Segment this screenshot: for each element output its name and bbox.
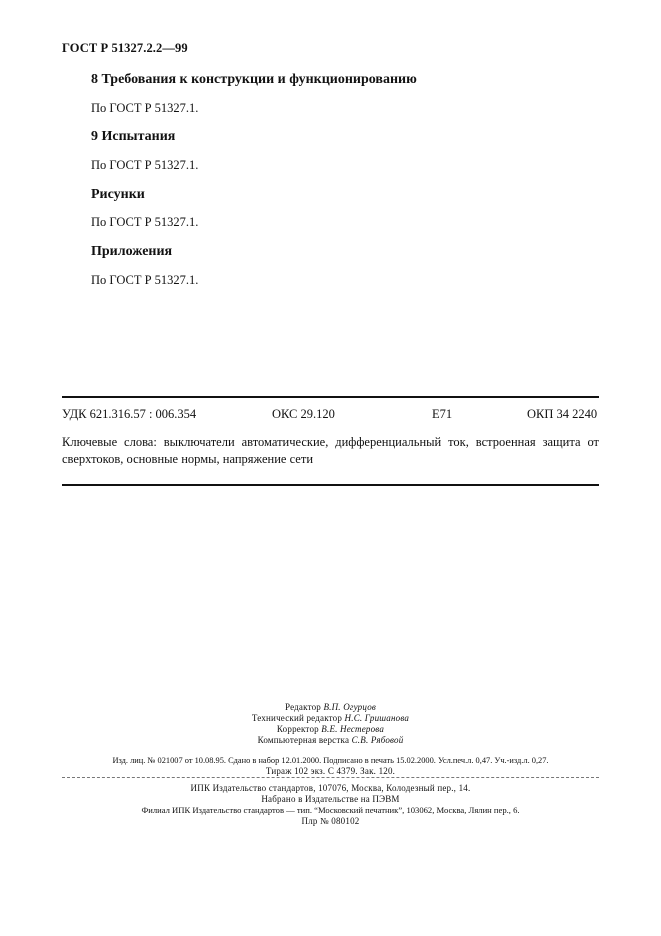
- credit-editor-label: Редактор: [284, 702, 321, 712]
- print-info-line2: Тираж 102 экз. С 4379. Зак. 120.: [265, 766, 396, 776]
- section-body-figures: По ГОСТ Р 51327.1.: [91, 215, 199, 229]
- credit-tech-editor: [62, 713, 599, 724]
- credit-layout-name: С.В. Рябовой: [351, 735, 404, 745]
- credit-editor: [62, 702, 599, 713]
- section-heading-8: 8 Требования к конструкции и функционированию: [91, 72, 417, 87]
- credit-layout: [62, 735, 599, 746]
- okp-code: ОКП 34 2240: [527, 407, 598, 421]
- credit-proofreader: [62, 724, 599, 735]
- oks-code: ОКС 29.120: [272, 407, 335, 421]
- imprint-separator: [62, 777, 599, 778]
- e-code: Е71: [432, 407, 453, 421]
- section-body-8: По ГОСТ Р 51327.1.: [91, 101, 199, 115]
- section-heading-appendices: Приложения: [91, 244, 173, 259]
- publisher-line2: Набрано в Издательстве на ПЭВМ: [261, 794, 400, 804]
- publisher-line1: ИПК Издательство стандартов, 107076, Москва, Колодезный пер., 14.: [190, 783, 471, 793]
- credit-proofreader-label: Корректор: [276, 724, 319, 734]
- keywords: Ключевые слова: выключатели автоматические, дифференциальный ток, встроенная защита от сверхтоков, основные нормы, напряжение сети: [62, 435, 599, 466]
- credit-tech-editor-name: Н.С. Гришанова: [344, 713, 410, 723]
- top-divider: [62, 396, 599, 398]
- section-body-appendices: По ГОСТ Р 51327.1.: [91, 273, 199, 287]
- print-info-line1: Изд. лиц. № 021007 от 10.08.95. Сдано в набор 12.01.2000. Подписано в печать 15.02.2000. Усл.печ.л. 0,47. Уч.-изд.л. 0,27.: [112, 756, 549, 765]
- credit-editor-name: В.П. Огурцов: [323, 702, 377, 712]
- bottom-divider: [62, 484, 599, 486]
- section-heading-figures: Рисунки: [91, 187, 145, 202]
- credit-tech-editor-label: Технический редактор: [251, 713, 343, 723]
- section-heading-9: 9 Испытания: [91, 129, 176, 144]
- document-code: ГОСТ Р 51327.2.2—99: [62, 41, 188, 55]
- udk-code: УДК 621.316.57 : 006.354: [62, 407, 197, 421]
- section-body-9: По ГОСТ Р 51327.1.: [91, 158, 199, 172]
- publisher-line3: Филиал ИПК Издательство стандартов — тип. “Московский печатник”, 103062, Москва, Лялин пер., 6.: [141, 805, 520, 815]
- credit-proofreader-name: В.Е. Нестерова: [321, 724, 385, 734]
- credit-layout-label: Компьютерная верстка: [257, 735, 350, 745]
- publisher-line4: Плр № 080102: [301, 816, 360, 826]
